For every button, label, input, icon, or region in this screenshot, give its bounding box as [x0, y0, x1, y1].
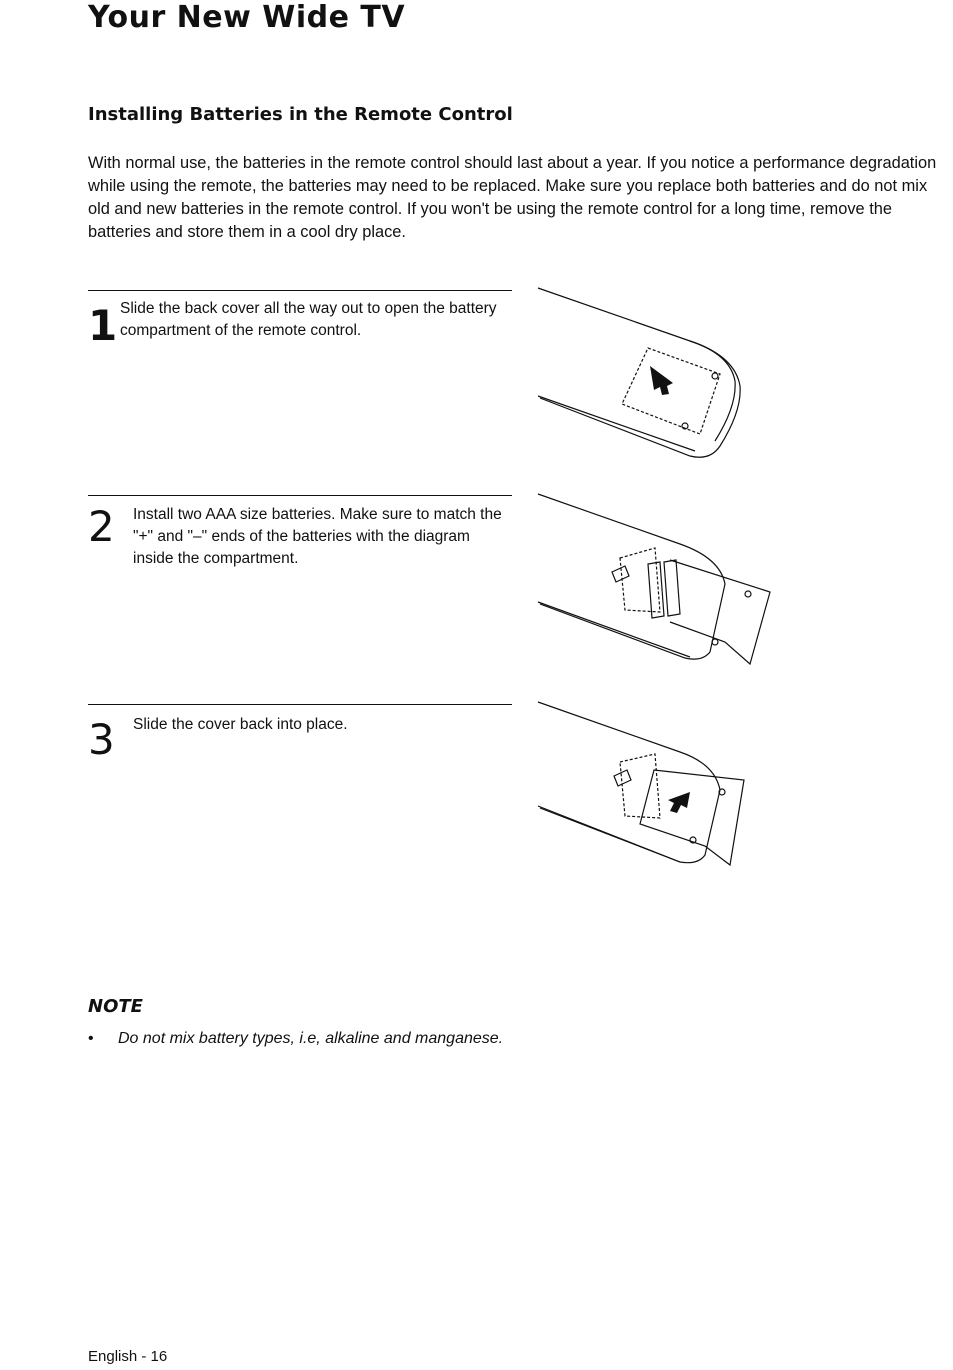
page-title: Your New Wide TV [88, 0, 406, 35]
step-text: Slide the back cover all the way out to open the battery compartment of the remote control. [120, 300, 497, 339]
step-number: 1 [88, 301, 118, 350]
step-text: Install two AAA size batteries. Make sure to match the "+" and "–" ends of the batteries with the diagram inside the compartment. [133, 506, 502, 567]
arrow-icon [650, 366, 673, 395]
bullet-icon: • [88, 1030, 94, 1047]
arrow-icon [668, 792, 690, 813]
remote-cover-close-illustration [530, 700, 790, 880]
step-3 [88, 704, 512, 905]
step-text: Slide the cover back into place. [133, 716, 348, 733]
note-list [88, 1027, 503, 1051]
step-number: 3 [88, 715, 115, 764]
step-number: 2 [88, 502, 115, 551]
step-2 [88, 495, 512, 696]
remote-cover-open-illustration [530, 286, 790, 466]
step-1 [88, 290, 512, 491]
note-text: Do not mix battery types, i.e, alkaline and manganese. [118, 1030, 504, 1047]
intro-paragraph: With normal use, the batteries in the remote control should last about a year. If you notice a performance degradation while using the remote, the batteries may need to be replaced. Make sure you replace both batteries and do not mix old and new batteries in the remote control. If you won't be using the remote control for a long time, remove the batteries and store them in a cool dry place. [88, 154, 937, 241]
section-heading: Installing Batteries in the Remote Control [88, 104, 513, 125]
note-item [88, 1027, 503, 1051]
page-number: English - 16 [88, 1348, 168, 1365]
remote-batteries-illustration [530, 492, 790, 672]
note-heading: NOTE [88, 996, 143, 1017]
